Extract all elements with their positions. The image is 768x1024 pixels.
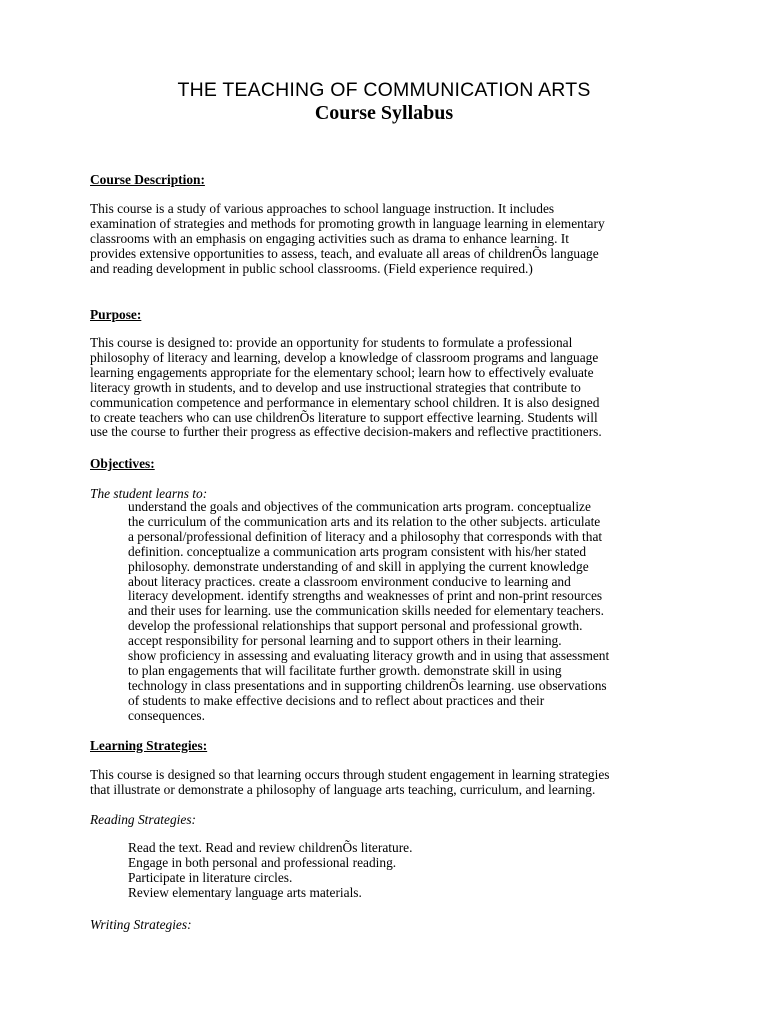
text-line: This course is a study of various approaches to school language instruction. It includes <box>90 201 555 216</box>
writing-strategies-label: Writing Strategies: <box>90 917 192 932</box>
text-line: This course is designed to: provide an opportunity for students to formulate a professional <box>90 335 573 350</box>
objective-line: technology in class presentations and in supporting childrenÕs learning. use observations <box>128 677 607 693</box>
list-item: Read the text. Read and review childrenÕs literature. <box>128 840 413 855</box>
objective-line: accept responsibility for personal learning and to support others in their learning. <box>128 633 562 649</box>
objective-line: and their uses for learning. use the communication skills needed for elementary teachers. <box>128 603 604 619</box>
reading-strategies-label: Reading Strategies: <box>90 812 196 827</box>
list-item: Review elementary language arts materials. <box>128 884 362 900</box>
purpose-body <box>90 336 690 440</box>
text-line: that illustrate or demonstrate a philosophy of language arts teaching, curriculum, and learning. <box>90 781 596 797</box>
objective-line: consequences. <box>128 707 205 723</box>
document-title: THE TEACHING OF COMMUNICATION ARTS <box>177 79 591 101</box>
objective-line: understand the goals and objectives of the communication arts program. conceptualize <box>128 499 591 514</box>
learning-strategies-body <box>90 768 690 798</box>
course-description-body <box>90 202 690 277</box>
objectives-list <box>128 500 688 724</box>
document-subtitle: Course Syllabus <box>314 102 454 124</box>
objectives-heading: Objectives: <box>90 456 155 471</box>
objective-line: develop the professional relationships that support personal and professional growth. <box>128 618 583 634</box>
list-item: Engage in both personal and professional reading. <box>128 854 397 870</box>
objective-line: show proficiency in assessing and evaluating literacy growth and in using that assessment <box>128 648 610 664</box>
text-line: use the course to further their progress as effective decision-makers and reflective practitioners. <box>90 424 602 440</box>
objective-line: about literacy practices. create a classroom environment conducive to learning and <box>128 573 571 589</box>
objective-line: philosophy. demonstrate understanding of and skill in applying the current knowledge <box>128 558 589 574</box>
text-line: examination of strategies and methods for promoting growth in language learning in elementary <box>90 215 605 231</box>
objective-line: the curriculum of the communication arts and its relation to the other subjects. articulate <box>128 513 601 529</box>
text-line: communication competence and performance in elementary school children. It is also designed <box>90 394 600 410</box>
text-line: provides extensive opportunities to assess, teach, and evaluate all areas of childrenÕs language <box>90 245 599 261</box>
objective-line: of students to make effective decisions and to reflect about practices and their <box>128 692 545 708</box>
text-line: learning engagements appropriate for the elementary school; learn how to effectively evaluate <box>90 364 594 380</box>
purpose-heading: Purpose: <box>90 307 142 322</box>
objective-line: literacy development. identify strengths and weaknesses of print and non-print resources <box>128 588 603 604</box>
objective-line: definition. conceptualize a communication arts program consistent with his/her stated <box>128 543 587 559</box>
text-line: philosophy of literacy and learning, develop a knowledge of classroom programs and language <box>90 349 599 365</box>
text-line: literacy growth in students, and to develop and use instructional strategies that contribute to <box>90 379 581 395</box>
learning-strategies-heading: Learning Strategies: <box>90 738 208 753</box>
text-line: and reading development in public school classrooms. (Field experience required.) <box>90 260 533 276</box>
text-line: classrooms with an emphasis on engaging activities such as drama to enhance learning. It <box>90 230 569 246</box>
course-description-heading: Course Description: <box>90 172 205 187</box>
objective-line: to plan engagements that will facilitate further growth. demonstrate skill in using <box>128 662 562 678</box>
list-item: Participate in literature circles. <box>128 869 293 885</box>
text-line: to create teachers who can use childrenÕs literature to support effective learning. Students will <box>90 409 598 425</box>
text-line: This course is designed so that learning occurs through student engagement in learning strategies <box>90 767 610 782</box>
objectives-intro: The student learns to: <box>90 486 208 501</box>
objective-line: a personal/professional definition of literacy and a philosophy that corresponds with that <box>128 528 603 544</box>
reading-strategies-list <box>128 841 688 901</box>
